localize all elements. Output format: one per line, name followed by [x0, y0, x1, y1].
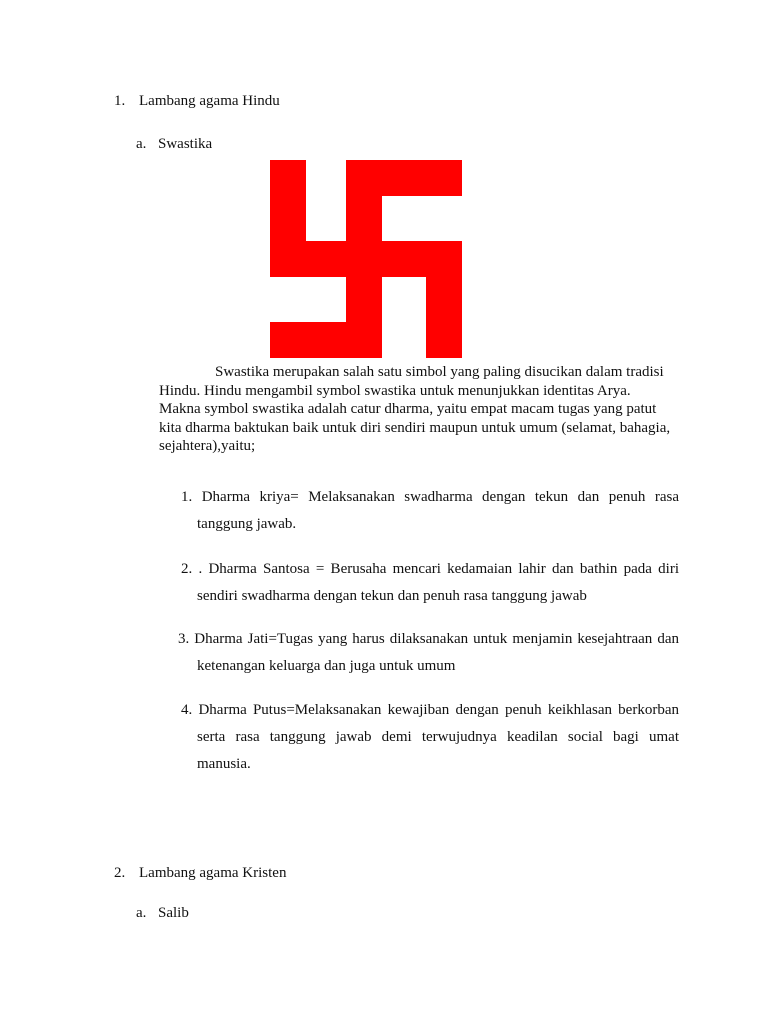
list-item-line-2: sendiri swadharma dengan tekun dan penuh rasa tanggung jawab — [197, 588, 587, 604]
list-item — [181, 484, 679, 538]
swastika-symbol-image — [270, 160, 462, 358]
section-1-heading — [114, 93, 280, 110]
section-2-sub-title: Salib — [158, 905, 189, 921]
section-1-number: 1. — [114, 93, 126, 109]
paragraph-line-3: Makna symbol swastika adalah catur dharma, yaitu empat macam tugas yang patut — [159, 401, 657, 417]
list-item-line-2: ketenangan keluarga dan juga untuk umum — [197, 658, 456, 674]
paragraph-line-4: kita dharma baktukan baik untuk diri sendiri maupun untuk umum (selamat, bahagia, — [159, 419, 671, 436]
list-item-line-2: serta rasa tanggung jawab demi terwujudnya keadilan social bagi umat — [197, 729, 679, 745]
paragraph-line-5: sejahtera),yaitu; — [159, 438, 256, 454]
paragraph-line-1: Swastika merupakan salah satu simbol yang paling disucikan dalam tradisi — [215, 364, 664, 380]
section-1-subheading — [136, 136, 212, 153]
section-2-title: Lambang agama Kristen — [139, 865, 287, 881]
section-2-sub-letter: a. — [136, 905, 147, 921]
list-item — [181, 697, 679, 778]
section-1-title: Lambang agama Hindu — [139, 93, 280, 109]
list-item-line-1: 3. Dharma Jati=Tugas yang harus dilaksanakan untuk menjamin kesejahtraan dan — [178, 631, 679, 647]
list-item-line-1: 1. Dharma kriya= Melaksanakan swadharma dengan tekun dan penuh rasa — [181, 489, 679, 505]
list-item-line-2: tanggung jawab. — [197, 516, 297, 532]
section-2-number: 2. — [114, 865, 126, 881]
section-2-subheading — [136, 905, 189, 922]
list-item-line-1: 2. . Dharma Santosa = Berusaha mencari kedamaian lahir dan bathin pada diri — [181, 561, 679, 577]
section-1-sub-letter: a. — [136, 136, 147, 152]
list-item — [178, 626, 679, 680]
list-item — [181, 556, 679, 610]
paragraph-line-2: Hindu. Hindu mengambil symbol swastika untuk menunjukkan identitas Arya. — [159, 382, 631, 399]
section-1-sub-title: Swastika — [158, 136, 213, 152]
list-item-line-1: 4. Dharma Putus=Melaksanakan kewajiban dengan penuh keikhlasan berkorban — [181, 702, 679, 718]
section-2-heading — [114, 865, 286, 882]
swastika-description-paragraph — [159, 363, 679, 456]
list-item-line-3: manusia. — [197, 756, 251, 772]
